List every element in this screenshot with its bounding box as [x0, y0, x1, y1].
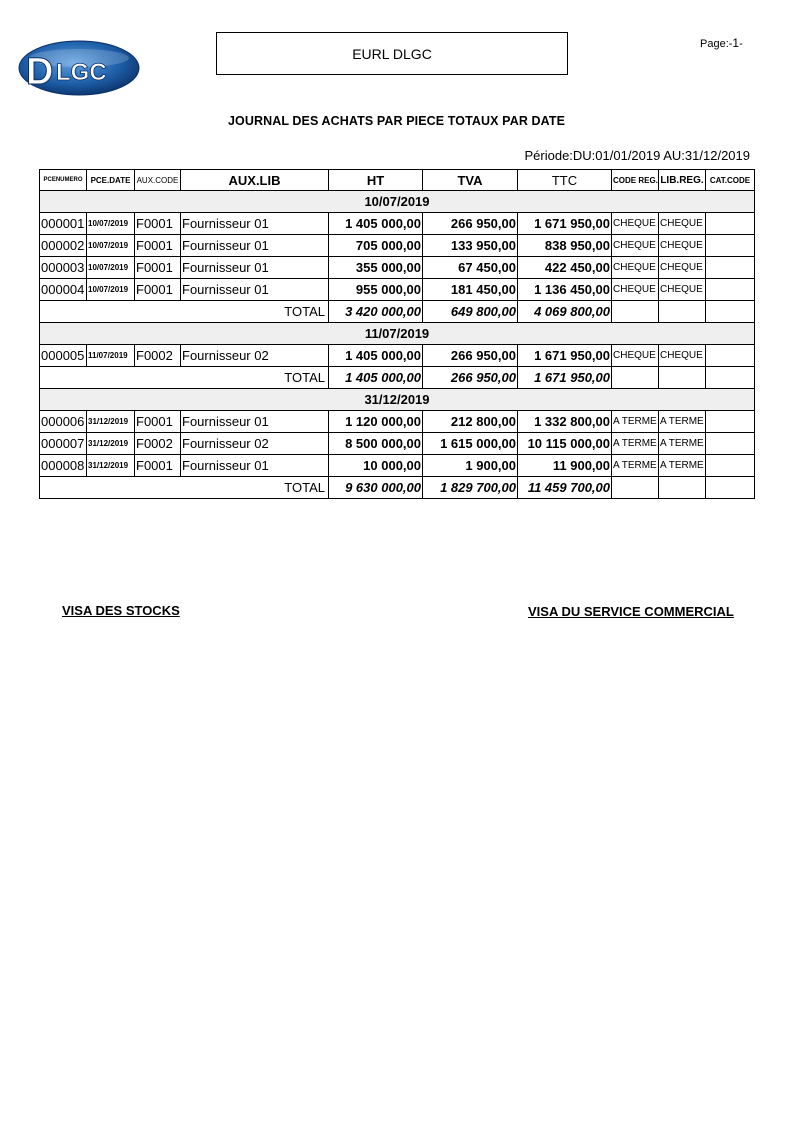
table-row: 000008 31/12/2019 F0001 Fournisseur 01 10 000,00 1 900,00 11 900,00 A TERME A TERME — [40, 455, 755, 477]
date-group-row: 11/07/2019 — [40, 323, 755, 345]
col-header-cat-code: CAT.CODE — [706, 170, 755, 191]
logo-text: D — [26, 51, 54, 93]
date-group-row: 10/07/2019 — [40, 191, 755, 213]
col-header-aux-code: AUX.CODE — [135, 170, 181, 191]
total-row: TOTAL 3 420 000,00 649 800,00 4 069 800,00 — [40, 301, 755, 323]
report-period: Période:DU:01/01/2019 AU:31/12/2019 — [524, 148, 750, 163]
total-row: TOTAL 1 405 000,00 266 950,00 1 671 950,00 — [40, 367, 755, 389]
col-header-tva: TVA — [423, 170, 518, 191]
col-header-code-reg: CODE REG. — [612, 170, 659, 191]
table-row: 000004 10/07/2019 F0001 Fournisseur 01 955 000,00 181 450,00 1 136 450,00 CHEQUE CHEQUE — [40, 279, 755, 301]
table-row: 000001 10/07/2019 F0001 Fournisseur 01 1 405 000,00 266 950,00 1 671 950,00 CHEQUE CHEQUE — [40, 213, 755, 235]
col-header-aux-lib: AUX.LIB — [181, 170, 329, 191]
total-row: TOTAL 9 630 000,00 1 829 700,00 11 459 700,00 — [40, 477, 755, 499]
table-row: 000003 10/07/2019 F0001 Fournisseur 01 355 000,00 67 450,00 422 450,00 CHEQUE CHEQUE — [40, 257, 755, 279]
purchase-journal-table — [39, 169, 755, 499]
col-header-pce-date: PCE.DATE — [87, 170, 135, 191]
table-header-row — [40, 170, 755, 191]
col-header-lib-reg: LIB.REG. — [659, 170, 706, 191]
visa-commercial-label: VISA DU SERVICE COMMERCIAL — [528, 604, 734, 619]
svg-text:LGC: LGC — [56, 59, 107, 86]
col-header-pcenumero: PCENUMERO — [40, 170, 87, 191]
table-row: 000007 31/12/2019 F0002 Fournisseur 02 8 500 000,00 1 615 000,00 10 115 000,00 A TERME A TERME — [40, 433, 755, 455]
company-name: EURL DLGC — [352, 45, 432, 62]
col-header-ht: HT — [329, 170, 423, 191]
company-logo — [18, 40, 140, 96]
col-header-ttc: TTC — [518, 170, 612, 191]
date-group-row: 31/12/2019 — [40, 389, 755, 411]
table-row: 000005 11/07/2019 F0002 Fournisseur 02 1 405 000,00 266 950,00 1 671 950,00 CHEQUE CHEQUE — [40, 345, 755, 367]
page-number: Page:-1- — [700, 36, 743, 50]
table-row: 000006 31/12/2019 F0001 Fournisseur 01 1 120 000,00 212 800,00 1 332 800,00 A TERME A TERME — [40, 411, 755, 433]
visa-stocks-label: VISA DES STOCKS — [62, 603, 180, 618]
company-name-box — [216, 32, 568, 75]
table-row: 000002 10/07/2019 F0001 Fournisseur 01 705 000,00 133 950,00 838 950,00 CHEQUE CHEQUE — [40, 235, 755, 257]
report-title: JOURNAL DES ACHATS PAR PIECE TOTAUX PAR DATE — [227, 114, 566, 128]
